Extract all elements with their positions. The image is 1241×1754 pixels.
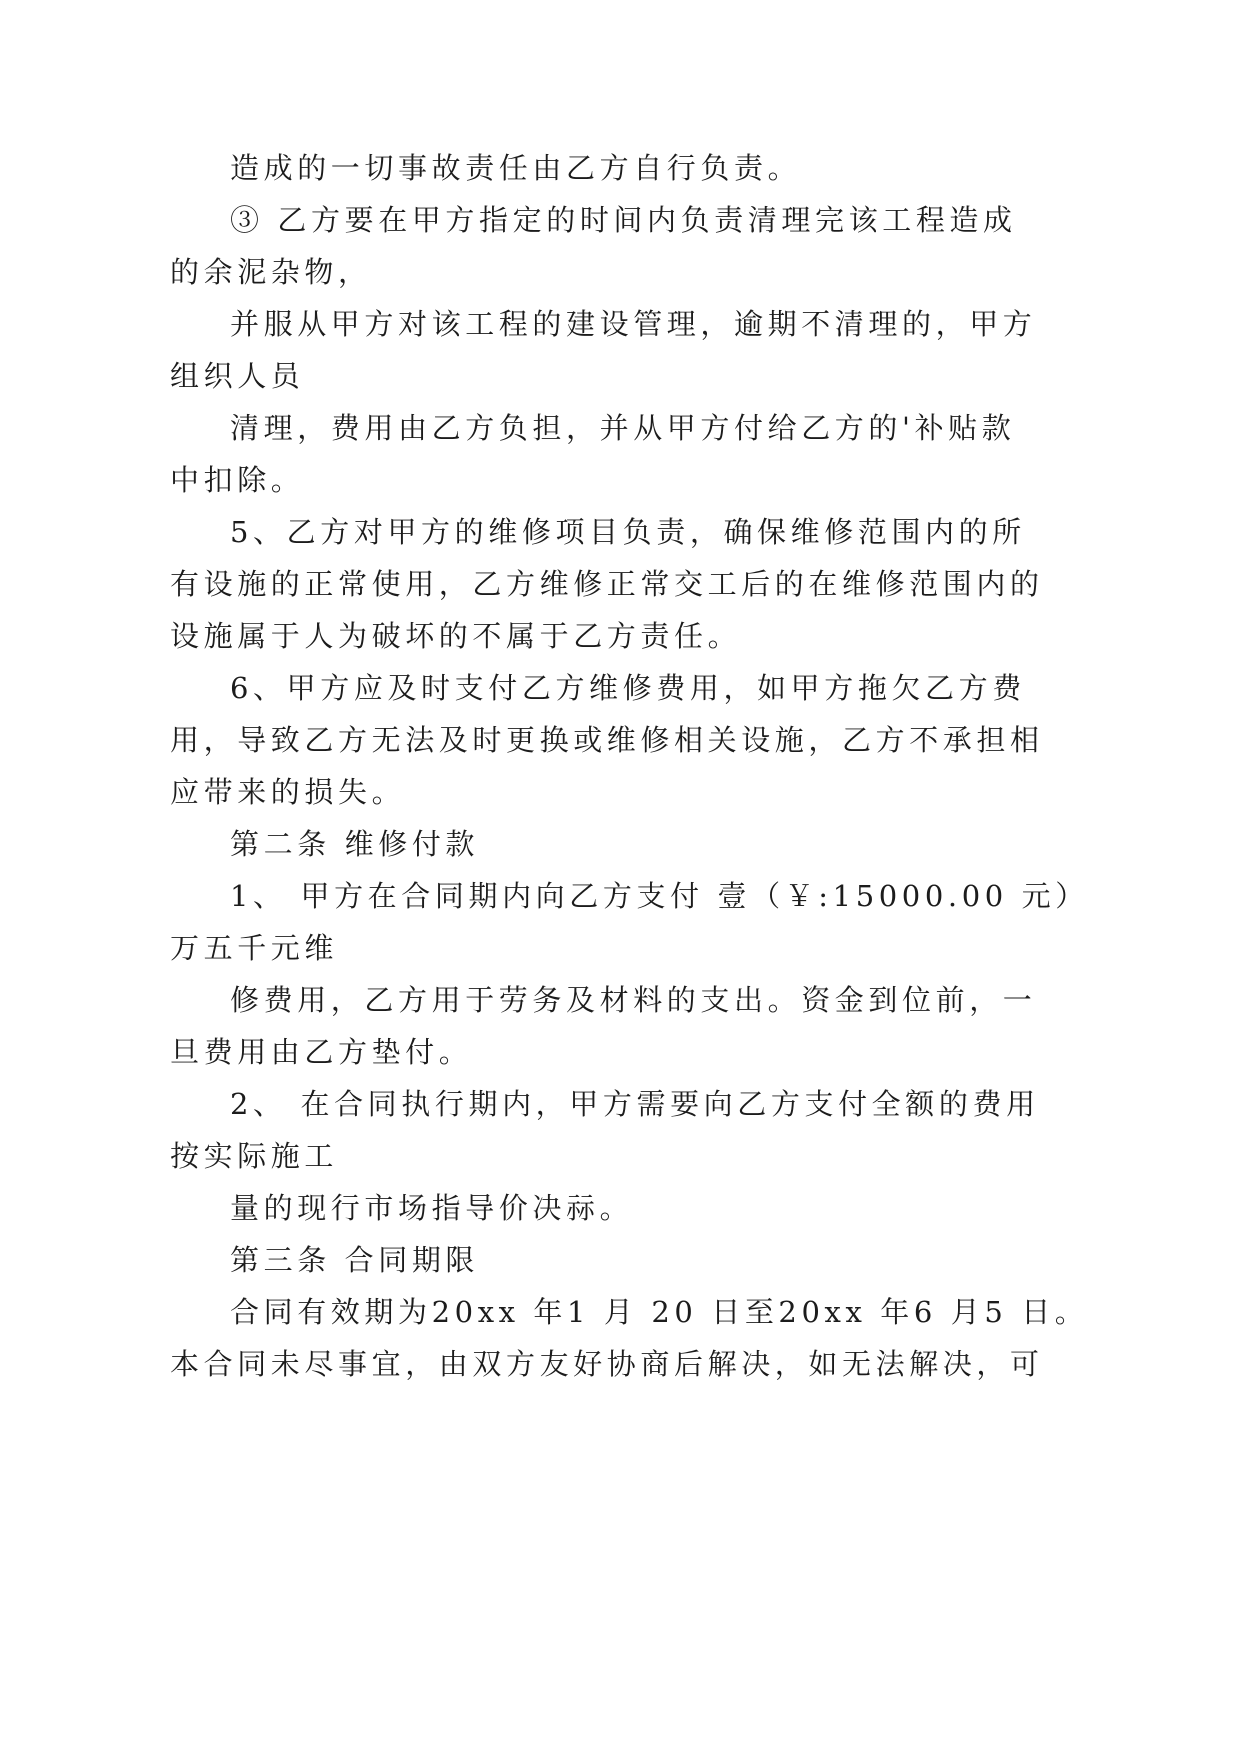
text-line: 造成的一切事故责任由乙方自行负责。: [230, 151, 802, 185]
text-line: 中扣除。: [170, 463, 305, 497]
text-line: 2、 在合同执行期内，甲方需要向乙方支付全额的费用: [230, 1087, 1040, 1121]
text-line: 6、甲方应及时支付乙方维修费用，如甲方拖欠乙方费: [230, 671, 1026, 705]
text-line: 合同有效期为20xx 年1 月 20 日至20xx 年6 月5 日。: [230, 1295, 1089, 1329]
text-line: 修费用，乙方用于劳务及材料的支出。资金到位前，一: [230, 983, 1037, 1017]
text-line: 万五千元维: [170, 931, 339, 965]
text-line: 按实际施工: [170, 1139, 339, 1173]
section-heading: 第三条 合同期限: [230, 1243, 480, 1277]
section-heading: 第二条 维修付款: [230, 827, 480, 861]
text-line: 本合同未尽事宜，由双方友好协商后解决，如无法解决，可: [170, 1347, 1044, 1381]
text-line: 清理，费用由乙方负担，并从甲方付给乙方的'补贴款: [230, 411, 1016, 445]
text-line: 量的现行市场指导价决祘。: [230, 1191, 634, 1225]
text-line: 组织人员: [170, 359, 305, 393]
text-line: 设施属于人为破坏的不属于乙方责任。: [170, 619, 742, 653]
text-line: 并服从甲方对该工程的建设管理，逾期不清理的，甲方: [230, 307, 1037, 341]
text-line: 应带来的损失。: [170, 775, 406, 809]
text-line: 用，导致乙方无法及时更换或维修相关设施，乙方不承担相: [170, 723, 1044, 757]
text-line: 旦费用由乙方垫付。: [170, 1035, 473, 1069]
text-line: 5、乙方对甲方的维修项目负责，确保维修范围内的所: [230, 515, 1026, 549]
text-line: 有设施的正常使用，乙方维修正常交工后的在维修范围内的: [170, 567, 1044, 601]
text-line: 1、 甲方在合同期内向乙方支付 壹（￥:15000.00 元）: [230, 879, 1089, 913]
text-line: ③ 乙方要在甲方指定的时间内负责清理完该工程造成: [230, 203, 1017, 237]
text-line: 的余泥杂物，: [170, 255, 372, 289]
